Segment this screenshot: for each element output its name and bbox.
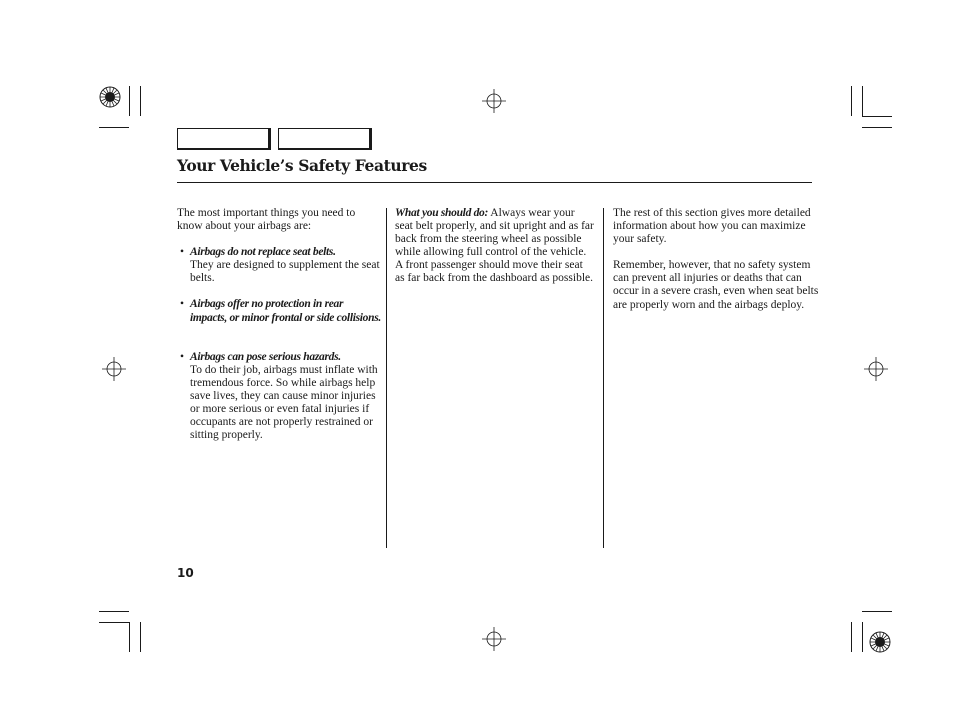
crop-mark <box>851 622 852 652</box>
bullet-heading: Airbags offer no protection in rear impacts, or minor frontal or side collisions. <box>190 298 381 324</box>
body-paragraph: Remember, however, that no safety system can prevent all injuries or deaths that can occur in a severe crash, even when seat belts are properly worn and the airbags deploy. <box>613 259 819 311</box>
header-tab-box <box>177 128 271 150</box>
header-tab-box <box>278 128 372 150</box>
crop-mark <box>140 622 141 652</box>
list-item <box>177 298 381 324</box>
registration-crosshair-icon <box>864 357 888 381</box>
section-title: Your Vehicle’s Safety Features <box>177 156 427 175</box>
list-item <box>177 246 381 285</box>
intro-paragraph: The most important things you need to know about your airbags are: <box>177 207 356 233</box>
list-item <box>177 351 381 443</box>
instruction-paragraph <box>395 207 595 286</box>
column-3 <box>613 207 819 325</box>
crop-mark <box>862 611 892 612</box>
bullet-body: They are designed to supplement the seat belts. <box>190 259 380 285</box>
page-number: 10 <box>177 566 194 580</box>
column-1 <box>177 207 381 455</box>
column-divider <box>603 208 604 548</box>
crop-mark <box>99 127 129 128</box>
crop-mark <box>140 86 141 116</box>
registration-star-icon <box>99 86 121 108</box>
registration-star-icon <box>869 631 891 653</box>
crop-mark <box>129 622 130 652</box>
registration-crosshair-icon <box>482 627 506 651</box>
crop-mark <box>99 611 129 612</box>
registration-crosshair-icon <box>482 89 506 113</box>
title-rule <box>177 182 812 183</box>
instruction-lead: What you should do: <box>395 207 489 219</box>
crop-mark <box>862 116 892 117</box>
bullet-icon: • <box>180 298 185 311</box>
crop-mark <box>862 127 892 128</box>
bullet-icon: • <box>180 246 185 259</box>
bullet-icon: • <box>180 350 185 363</box>
crop-mark <box>862 622 863 652</box>
column-divider <box>386 208 387 548</box>
bullet-heading: Airbags can pose serious hazards. <box>190 350 341 363</box>
crop-mark <box>129 86 130 116</box>
bullet-body: To do their job, airbags must inflate with tremendous force. So while airbags help save lives, they can cause minor injuries or more serious or even fatal injuries if occupants are not properly restrained or sitting properly. <box>190 363 378 442</box>
crop-mark <box>862 86 863 116</box>
crop-mark <box>99 622 129 623</box>
bullet-heading: Airbags do not replace seat belts. <box>190 246 336 259</box>
column-2 <box>395 207 595 299</box>
body-paragraph: The rest of this section gives more detailed information about how you can maximize your safety. <box>613 207 811 246</box>
crop-mark <box>851 86 852 116</box>
instruction-text: Always wear your seat belt properly, and sit upright and as far back from the steering wheel as possible while allowing full control of the vehicle. A front passenger should move their seat as far back from the dashboard as possible. <box>395 207 594 285</box>
registration-crosshair-icon <box>102 357 126 381</box>
